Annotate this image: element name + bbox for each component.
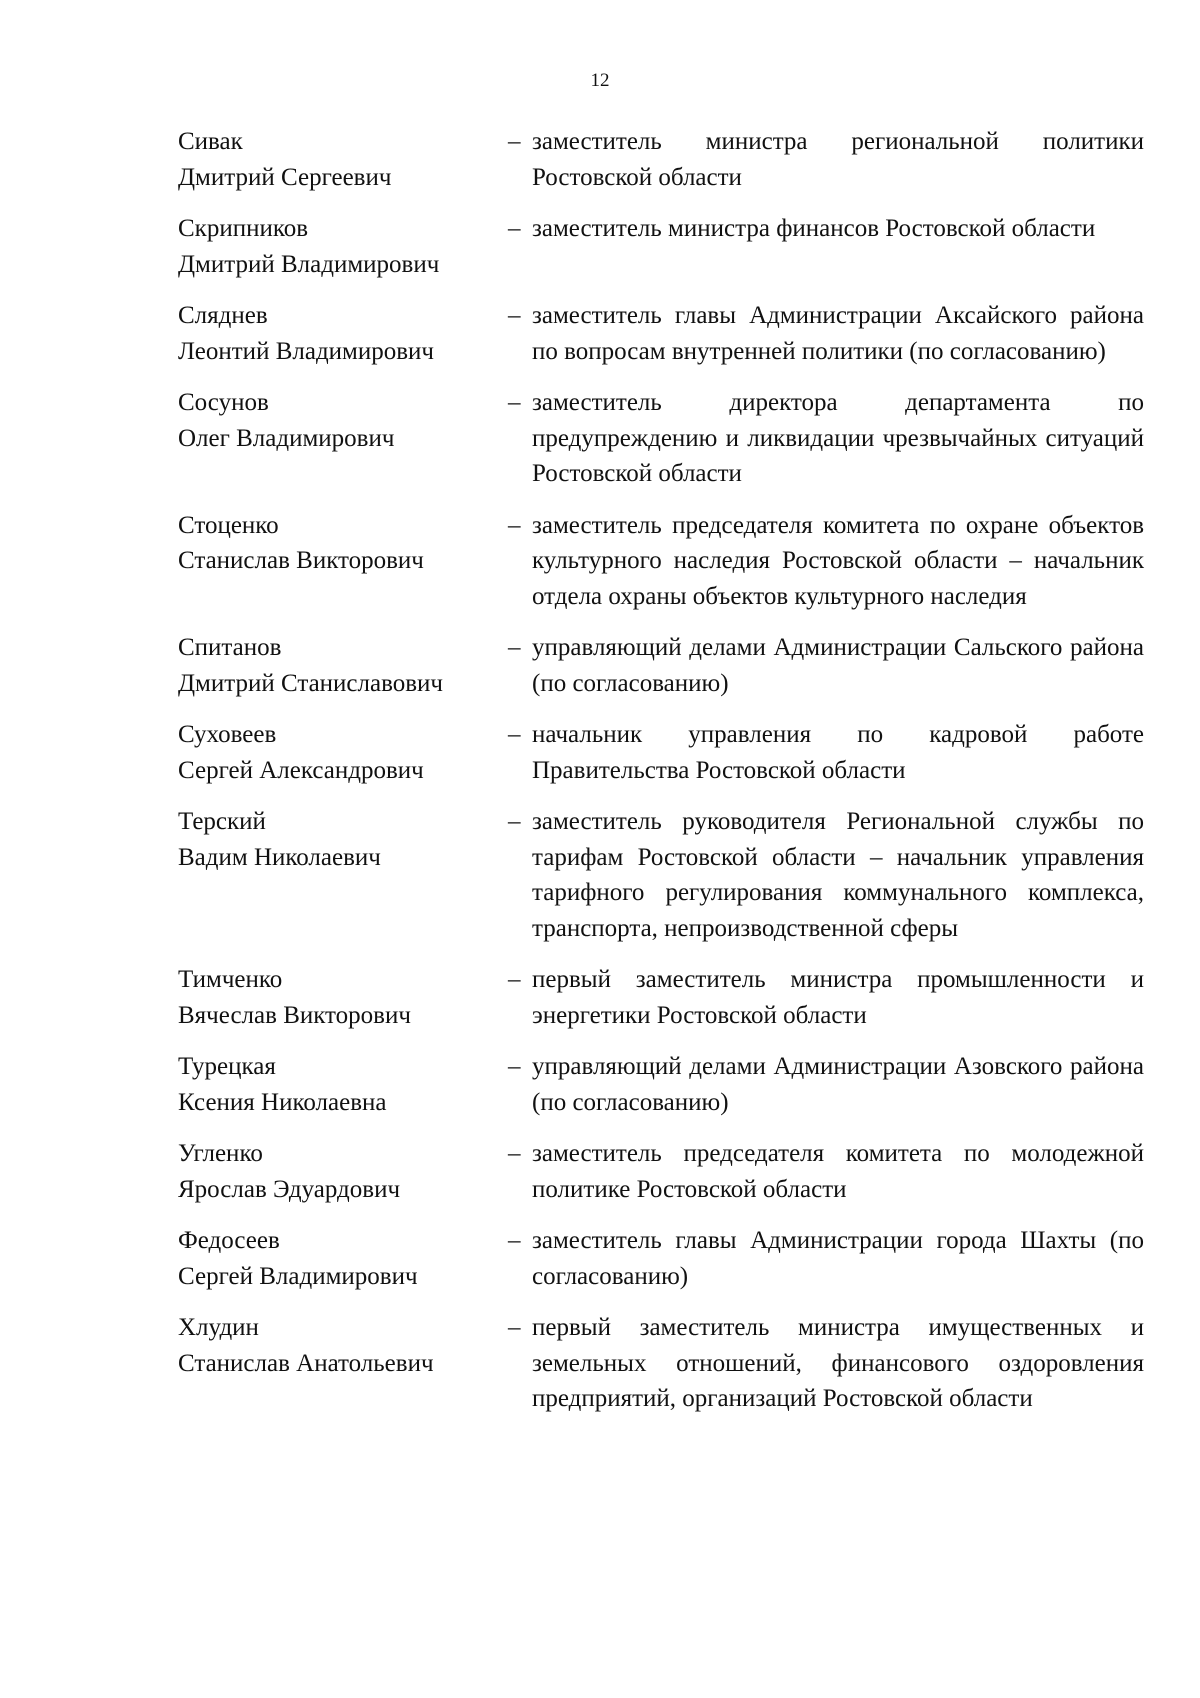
person-name — [178, 298, 508, 369]
member-list — [178, 124, 1144, 1433]
list-item — [178, 508, 1144, 615]
surname: Угленко — [178, 1140, 263, 1167]
surname: Сляднев — [178, 302, 268, 329]
given-names: Дмитрий Станиславович — [178, 669, 443, 697]
person-name — [178, 211, 508, 282]
dash: – — [508, 1140, 521, 1167]
position-text: заместитель главы Администрации города Шахты (по согласованию) — [532, 1227, 1144, 1290]
list-item — [178, 385, 1144, 492]
surname: Скрипников — [178, 215, 309, 242]
given-names: Вадим Николаевич — [178, 843, 381, 871]
dash: – — [508, 966, 521, 993]
dash: – — [508, 389, 521, 416]
given-names: Сергей Владимирович — [178, 1262, 418, 1290]
given-names: Ярослав Эдуардович — [178, 1175, 401, 1203]
dash: – — [508, 1314, 521, 1341]
position-text: управляющий делами Администрации Азовского района (по согласованию) — [532, 1053, 1144, 1116]
person-name — [178, 804, 508, 946]
list-item — [178, 962, 1144, 1033]
list-item — [178, 124, 1144, 195]
dash: – — [508, 511, 521, 539]
position-text: заместитель председателя комитета по молодежной политике Ростовской области — [532, 1140, 1144, 1203]
list-item — [178, 211, 1144, 282]
person-name — [178, 630, 508, 701]
given-names: Дмитрий Сергеевич — [178, 163, 392, 191]
surname: Сосунов — [178, 389, 269, 416]
surname: Турецкая — [178, 1053, 276, 1080]
person-name — [178, 1310, 508, 1417]
dash: – — [508, 128, 521, 155]
given-names: Ксения Николаевна — [178, 1088, 387, 1116]
person-name — [178, 124, 508, 195]
position-text: управляющий делами Администрации Сальского района (по согласованию) — [532, 634, 1144, 697]
position-text: заместитель министра финансов Ростовской области — [532, 215, 1096, 242]
surname: Федосеев — [178, 1227, 280, 1254]
given-names: Сергей Александрович — [178, 756, 424, 784]
list-item — [178, 630, 1144, 701]
person-name — [178, 717, 508, 788]
dash: – — [508, 634, 521, 661]
position-text: заместитель главы Администрации Аксайского района по вопросам внутренней политики (по согласованию) — [532, 302, 1144, 365]
list-item — [178, 717, 1144, 788]
position-text: начальник управления по кадровой работе Правительства Ростовской области — [532, 721, 1144, 784]
surname: Тимченко — [178, 966, 283, 993]
person-name — [178, 962, 508, 1033]
surname: Спитанов — [178, 634, 282, 661]
position-text: заместитель председателя комитета по охране объектов культурного наследия Ростовской области – начальник отдела охраны объектов культурного наследия — [532, 511, 1144, 610]
given-names: Леонтий Владимирович — [178, 337, 434, 365]
person-name — [178, 385, 508, 492]
given-names: Станислав Анатольевич — [178, 1349, 434, 1377]
surname: Стоценко — [178, 511, 279, 539]
list-item — [178, 804, 1144, 946]
position-text: заместитель руководителя Региональной службы по тарифам Ростовской области – начальник управления тарифного регулирования коммунального комплекса, транспорта, непроизводственной сферы — [532, 808, 1144, 942]
surname: Суховеев — [178, 721, 277, 748]
surname: Сивак — [178, 128, 243, 155]
person-name — [178, 1049, 508, 1120]
position-text: заместитель министра региональной политики Ростовской области — [532, 128, 1144, 191]
position-text: заместитель директора департамента по предупреждению и ликвидации чрезвычайных ситуаций Ростовской области — [532, 389, 1144, 487]
person-name — [178, 508, 508, 615]
dash: – — [508, 302, 521, 329]
list-item — [178, 1223, 1144, 1294]
position-text: первый заместитель министра промышленности и энергетики Ростовской области — [532, 966, 1144, 1029]
person-name — [178, 1136, 508, 1207]
given-names: Олег Владимирович — [178, 424, 395, 452]
dash: – — [508, 1053, 521, 1080]
list-item — [178, 298, 1144, 369]
dash: – — [508, 215, 521, 242]
given-names: Вячеслав Викторович — [178, 1001, 411, 1029]
given-names: Дмитрий Владимирович — [178, 250, 440, 278]
list-item — [178, 1136, 1144, 1207]
dash: – — [508, 808, 521, 835]
person-name — [178, 1223, 508, 1294]
list-item — [178, 1049, 1144, 1120]
page-number: 12 — [590, 70, 610, 91]
position-text: первый заместитель министра имущественных и земельных отношений, финансового оздоровления предприятий, организаций Ростовской области — [532, 1314, 1144, 1412]
dash: – — [508, 1227, 521, 1254]
list-item — [178, 1310, 1144, 1417]
dash: – — [508, 721, 521, 748]
given-names: Станислав Викторович — [178, 547, 424, 574]
surname: Хлудин — [178, 1314, 259, 1341]
surname: Терский — [178, 808, 266, 835]
